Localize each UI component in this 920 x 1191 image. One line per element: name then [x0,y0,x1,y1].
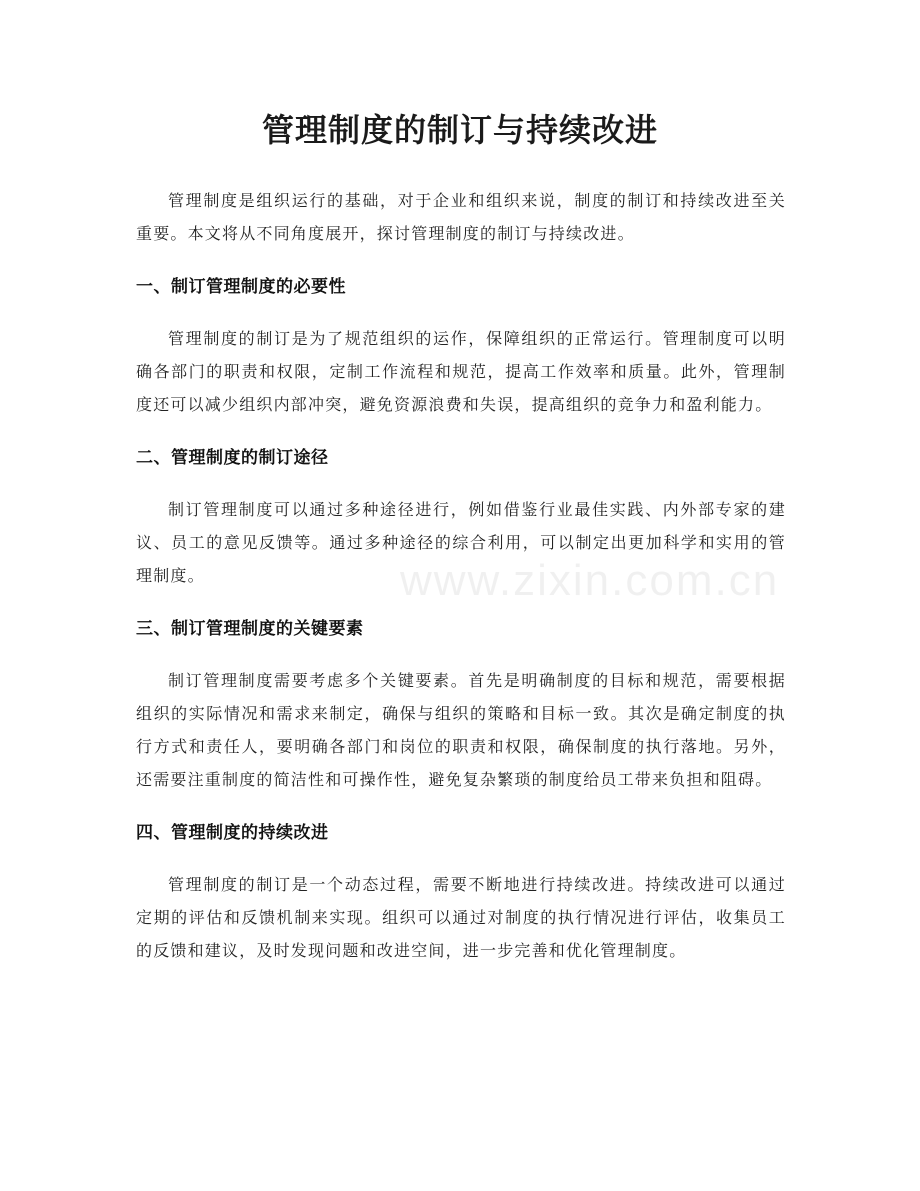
watermark: www.zixin.com.cn [400,556,780,605]
section-heading: 三、制订管理制度的关键要素 [136,619,364,639]
document-body [136,184,786,967]
document-title: 管理制度的制订与持续改进 [261,111,658,149]
intro-paragraph: 管理制度是组织运行的基础，对于企业和组织来说，制度的制订和持续改进至关重要。本文将从不同角度展开，探讨管理制度的制订与持续改进。 [136,191,786,243]
section-heading: 一、制订管理制度的必要性 [136,277,346,297]
section-heading: 四、管理制度的持续改进 [136,823,329,843]
section-paragraph: 制订管理制度可以通过多种途径进行，例如借鉴行业最佳实践、内外部专家的建议、员工的意见反馈等。通过多种途径的综合利用，可以制定出更加科学和实用的管理制度。 [136,500,786,585]
section-paragraph: 制订管理制度需要考虑多个关键要素。首先是明确制度的目标和规范，需要根据组织的实际情况和需求来制定，确保与组织的策略和目标一致。其次是确定制度的执行方式和责任人，要明确各部门和岗位的职责和权限，确保制度的执行落地。另外，还需要注重制度的简洁性和可操作性，避免复杂繁琐的制度给员工带来负担和阻碍。 [136,671,786,789]
section-heading: 二、管理制度的制订途径 [136,448,329,468]
section-paragraph: 管理制度的制订是为了规范组织的运作，保障组织的正常运行。管理制度可以明确各部门的职责和权限，定制工作流程和规范，提高工作效率和质量。此外，管理制度还可以减少组织内部冲突，避免资源浪费和失误，提高组织的竞争力和盈利能力。 [136,329,786,414]
section-paragraph: 管理制度的制订是一个动态过程，需要不断地进行持续改进。持续改进可以通过定期的评估和反馈机制来实现。组织可以通过对制度的执行情况进行评估，收集员工的反馈和建议，及时发现问题和改进空间，进一步完善和优化管理制度。 [136,875,786,960]
